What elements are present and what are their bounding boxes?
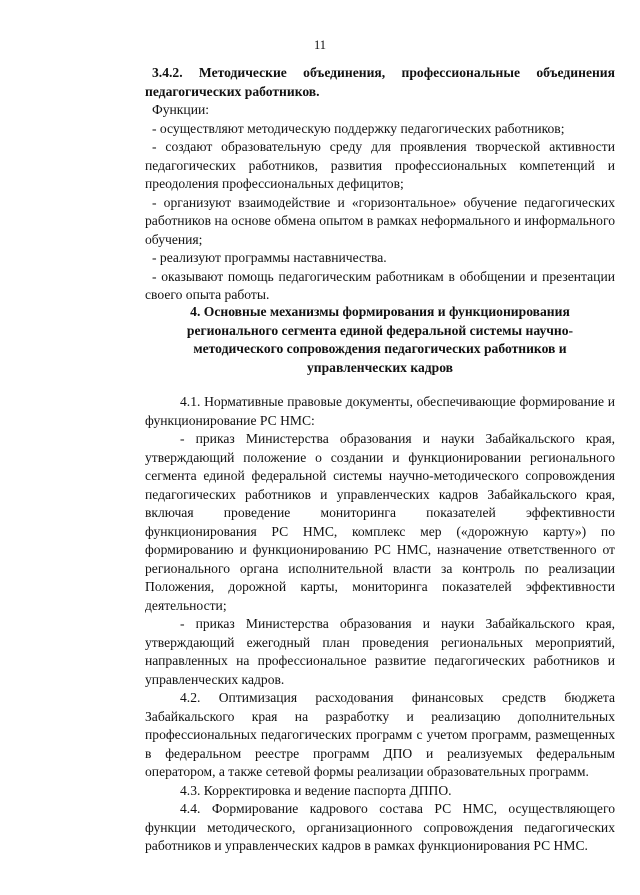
paragraph-4-1: 4.1. Нормативные правовые документы, обеспечивающие формирование и функционирование РС НМС: <box>145 394 615 428</box>
function-item: - осуществляют методическую поддержку педагогических работников; <box>152 120 565 136</box>
functions-label: Функции: <box>152 102 210 117</box>
page-number: 11 <box>313 38 327 52</box>
paragraph-4-2: 4.2. Оптимизация расходования финансовых средств бюджета Забайкальского края на разработку и реализацию дополнительных профессиональных педагогических программ с учетом программ, размещенных в федеральном реестре программ ДПО и реализуемых федеральным оператором, а также сетевой формы реализации образовательных программ. <box>145 690 615 779</box>
function-item: - оказывают помощь педагогическим работникам в обобщении и презентации своего опыта работы. <box>145 268 615 302</box>
paragraph-4-3: 4.3. Корректировка и ведение паспорта ДППО. <box>180 782 452 798</box>
section-3-4-2-heading: 3.4.2. Методические объединения, профессиональные объединения педагогических работников. <box>145 65 615 99</box>
section-4-heading: 4. Основные механизмы формирования и функционирования регионального сегмента единой федеральной системы научно- методического сопровождения педагогических работников и управленческих кадров <box>186 304 574 375</box>
paragraph-4-4: 4.4. Формирование кадрового состава РС НМС, осуществляющего функции методического, организационного сопровождения педагогических работников и управленческих кадров в рамках функционирования РС НМС. <box>145 801 615 853</box>
section-4 <box>145 303 615 856</box>
function-item: - организуют взаимодействие и «горизонтальное» обучение педагогических работников на основе обмена опытом в рамках неформального и информального обучения; <box>145 194 615 247</box>
function-item: - реализуют программы наставничества. <box>152 250 387 265</box>
paragraph-4-1-item: - приказ Министерства образования и науки Забайкальского края, утверждающий ежегодный план проведения региональных мероприятий, направленных на профессиональное развитие педагогических работников и управленческих кадров. <box>145 616 615 687</box>
paragraph-4-1-item: - приказ Министерства образования и науки Забайкальского края, утверждающий положение о создании и функционировании регионального сегмента единой федеральной системы научно-методического сопровождения педагогических работников и управленческих кадров Забайкальского края, включая проведение мониторинга показателей эффективности функционирования РС НМС, комплекс мер («дорожную карту») по формированию и функционированию РС НМС, назначение ответственного от регионального органа исполнительной власти за контроль по реализации Положения, дорожной карты, мониторинга показателей эффективности деятельности; <box>145 431 615 613</box>
section-3-4-2 <box>145 64 615 305</box>
function-item: - создают образовательную среду для проявления творческой активности педагогических работников, развития профессиональных компетенций и преодоления профессиональных дефицитов; <box>145 139 615 191</box>
